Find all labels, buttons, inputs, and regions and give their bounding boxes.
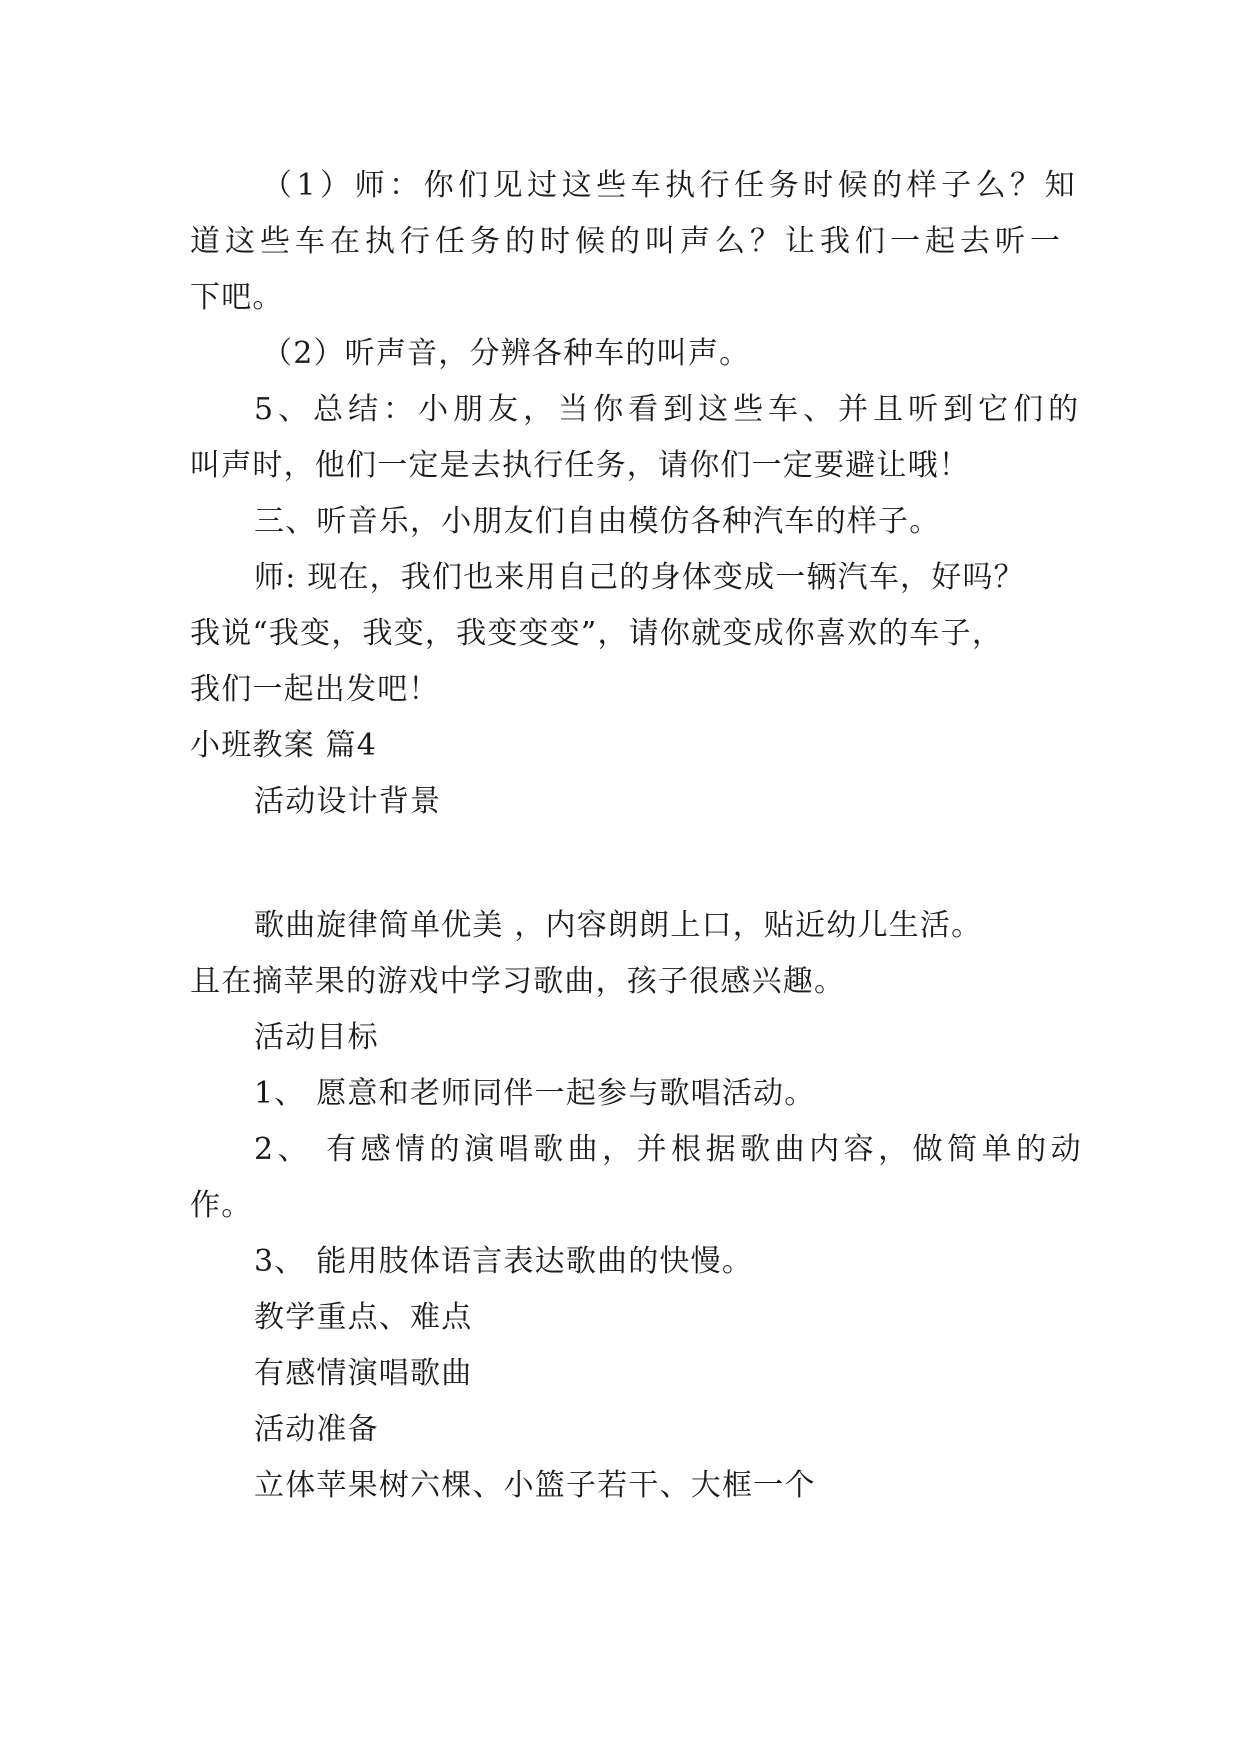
paragraph-line: 三、听音乐，小朋友们自由模仿各种汽车的样子。 <box>254 504 941 539</box>
paragraph-line: 下吧。 <box>190 280 284 315</box>
paragraph-line: 有感情演唱歌曲 <box>254 1356 473 1391</box>
subsection-heading: 教学重点、难点 <box>254 1300 473 1335</box>
paragraph-line: 立体苹果树六棵、小篮子若干、大框一个 <box>254 1468 816 1503</box>
section-heading: 小班教案 篇4 <box>190 728 378 763</box>
paragraph-line: 叫声时，他们一定是去执行任务，请你们一定要避让哦！ <box>190 448 970 483</box>
paragraph-line: （1）师：你们见过这些车执行任务时候的样子么？知 <box>262 168 1080 203</box>
paragraph-line: 5、总结：小朋友，当你看到这些车、并且听到它们的 <box>254 392 1084 427</box>
paragraph-line: 道这些车在执行任务的时候的叫声么？让我们一起去听一 <box>190 224 1065 259</box>
list-item: 2、 有感情的演唱歌曲，并根据歌曲内容，做简单的动 <box>254 1132 1086 1167</box>
list-item-continuation: 作。 <box>190 1188 253 1223</box>
subsection-heading: 活动准备 <box>254 1412 379 1447</box>
paragraph-line: 我们一起出发吧！ <box>190 672 440 707</box>
list-item: 1、 愿意和老师同伴一起参与歌唱活动。 <box>254 1076 816 1111</box>
paragraph-line: 且在摘苹果的游戏中学习歌曲，孩子很感兴趣。 <box>190 964 846 999</box>
subsection-heading: 活动目标 <box>254 1020 379 1055</box>
subsection-heading: 活动设计背景 <box>254 784 442 819</box>
list-item: 3、 能用肢体语言表达歌曲的快慢。 <box>254 1244 754 1279</box>
paragraph-line: 我说“我变，我变，我变变变”，请你就变成你喜欢的车子， <box>190 616 1004 651</box>
paragraph-line: （2）听声音，分辨各种车的叫声。 <box>262 336 751 371</box>
paragraph-line: 歌曲旋律简单优美 ，内容朗朗上口，贴近幼儿生活。 <box>254 908 983 943</box>
paragraph-line: 师: 现在，我们也来用自己的身体变成一辆汽车，好吗？ <box>254 560 1025 595</box>
